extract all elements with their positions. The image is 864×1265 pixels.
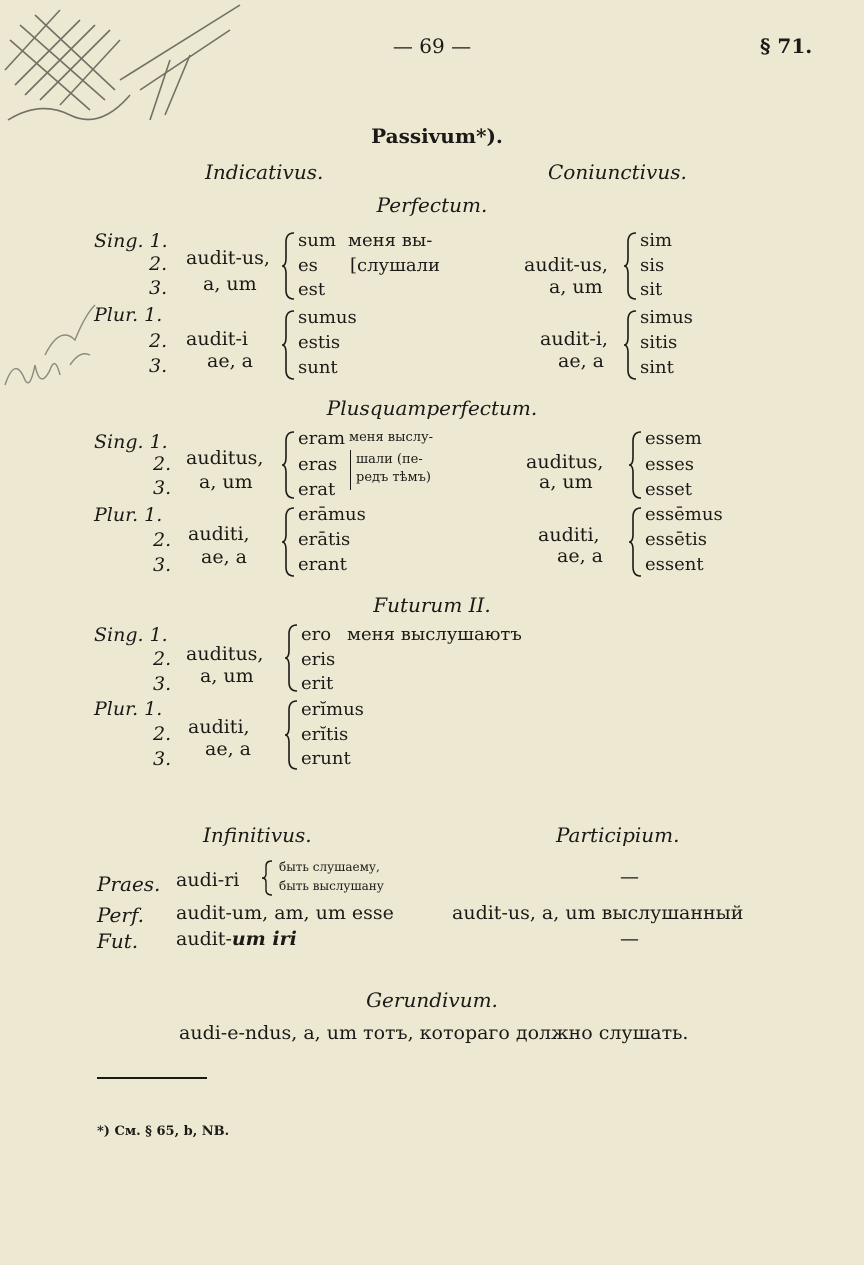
aux-form: es [298,255,318,276]
participle-form: audit-us, a, um выслушанный [452,902,744,924]
person-label: 2. [153,723,172,745]
stem: ae, a [201,546,247,568]
gloss: [слушали [350,255,441,276]
indicative-header: Indicativus. [205,160,324,184]
stem: auditi, [188,523,250,545]
stem: a, um [199,471,253,493]
aux-form: erit [301,673,334,694]
stem: auditus, [186,643,264,665]
stem: audit-us, [186,247,270,269]
person-label: 2. [149,253,168,275]
person-label: 3. [149,277,168,299]
aux-form: estis [298,332,341,353]
subjunctive-header: Coniunctivus. [548,160,687,184]
person-label: Plur. 1. [94,504,163,526]
gloss: шали (пе- [356,452,423,467]
gloss: меня вы- [348,230,433,251]
stem: ae, a [558,350,604,372]
infinitive-form-stem: audit- [176,928,232,950]
gloss: меня выслу- [349,430,434,445]
infinitive-label: Fut. [97,929,139,953]
stem: audit-i, [540,328,608,350]
page-title: Passivum*). [371,124,503,148]
aux-form: eram [298,428,346,449]
curly-brace [624,232,638,300]
perfectum-heading: Perfectum. [376,193,488,217]
infinitive-label: Praes. [97,872,161,896]
gloss-rule [350,450,351,490]
curly-brace [282,431,296,499]
curly-brace [629,431,643,499]
stem: a, um [203,273,257,295]
person-label: 3. [153,748,172,770]
person-label: Sing. 1. [94,624,168,646]
participle-form: — [620,928,639,950]
pencil-scribble-top-left [0,0,260,140]
futurum-heading: Futurum II. [373,593,491,617]
aux-form: essētis [645,529,708,550]
aux-form: eris [301,649,336,670]
stem: a, um [539,471,593,493]
curly-brace [262,860,274,896]
stem: ae, a [205,738,251,760]
aux-form: sitis [640,332,678,353]
gloss: меня выслушаютъ [347,624,522,645]
aux-form: est [298,279,326,300]
stem: ae, a [557,545,603,567]
page-number: — 69 — [392,34,472,58]
aux-form: sit [640,279,663,300]
person-label: Sing. 1. [94,431,168,453]
aux-form: erātis [298,529,351,550]
participle-form: — [620,866,639,888]
gloss: быть выслушану [279,879,384,893]
aux-form: erunt [301,748,351,769]
person-label: 3. [153,477,172,499]
stem: a, um [549,276,603,298]
stem: auditi, [538,524,600,546]
aux-form: sumus [298,307,357,328]
stem: a, um [200,665,254,687]
aux-form: sis [640,255,665,276]
aux-form: erĭtis [301,724,349,745]
stem: auditus, [186,447,264,469]
aux-form: essēmus [645,504,723,525]
aux-form: erant [298,554,347,575]
infinitive-form: audit-um, am, um esse [176,902,394,924]
aux-form: simus [640,307,693,328]
section-number: § 71. [760,34,813,58]
person-label: 2. [153,453,172,475]
person-label: Sing. 1. [94,230,168,252]
aux-form: eras [298,454,338,475]
curly-brace [624,310,638,380]
aux-form: essent [645,554,704,575]
aux-form: esses [645,454,695,475]
aux-form: erat [298,479,336,500]
aux-form: erāmus [298,504,366,525]
infinitive-form: audi-ri [176,869,240,891]
infinitive-form [176,928,297,950]
gerundive-heading: Gerundivum. [366,988,498,1012]
infinitive-header: Infinitivus. [203,823,312,847]
person-label: Plur. 1. [94,698,163,720]
curly-brace [629,507,643,577]
stem: auditi, [188,716,250,738]
person-label: 3. [153,554,172,576]
infinitive-form-ending: um iri [231,928,297,950]
stem: audit-i [186,328,248,350]
aux-form: essem [645,428,702,449]
curly-brace [282,310,296,380]
aux-form: sum [298,230,336,251]
aux-form: sint [640,357,674,378]
aux-form: ero [301,624,332,645]
aux-form: esset [645,479,693,500]
footnote: *) См. § 65, b, NB. [97,1124,230,1139]
gloss: редъ тѣмъ) [356,470,431,485]
aux-form: sunt [298,357,338,378]
aux-form: erĭmus [301,699,364,720]
person-label: 3. [149,355,168,377]
person-label: 2. [153,529,172,551]
plusquamperfectum-heading: Plusquamperfectum. [326,396,538,420]
curly-brace [285,624,299,692]
person-label: Plur. 1. [94,304,163,326]
person-label: 3. [153,673,172,695]
curly-brace [285,700,299,770]
infinitive-label: Perf. [97,903,145,927]
gerundive-text: audi-e-ndus, a, um тотъ, котораго должно слушать. [179,1022,689,1044]
curly-brace [282,232,296,300]
person-label: 2. [153,648,172,670]
stem: ae, a [207,350,253,372]
stem: audit-us, [524,254,608,276]
aux-form: sim [640,230,673,251]
gloss: быть слушаему, [279,860,380,874]
stem: auditus, [526,451,604,473]
footnote-rule [97,1077,207,1079]
curly-brace [282,507,296,577]
participle-header: Participium. [556,823,680,847]
person-label: 2. [149,330,168,352]
